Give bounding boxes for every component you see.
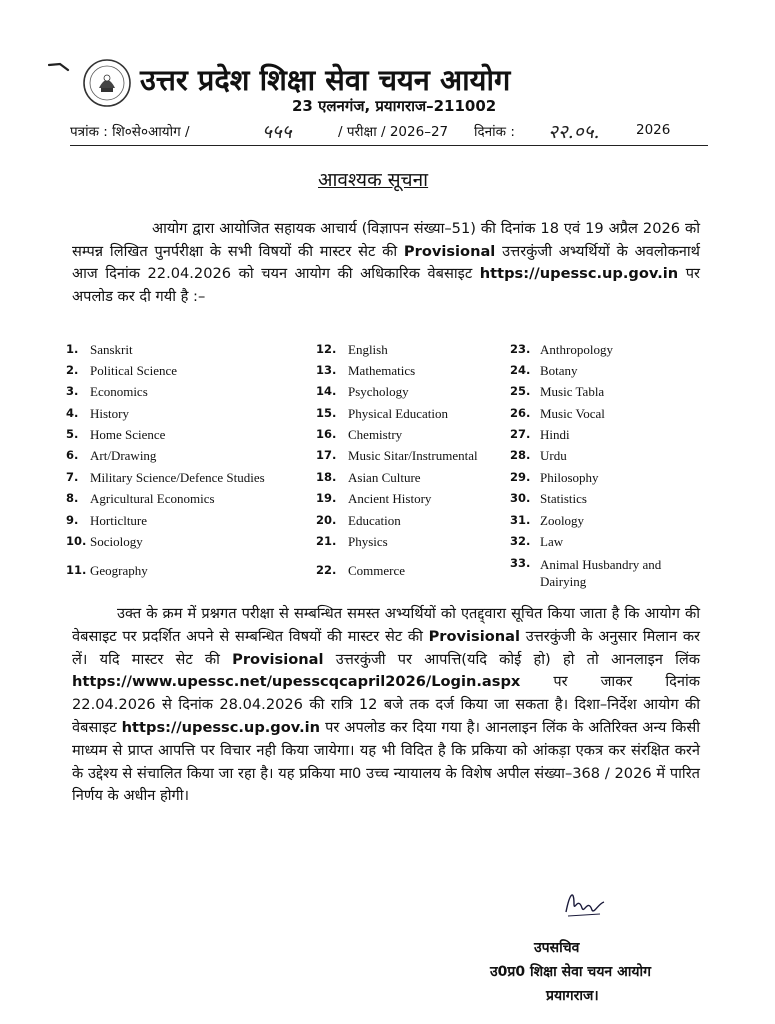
- date-label: दिनांक :: [474, 124, 515, 140]
- subject-name: Psychology: [348, 384, 409, 399]
- ref-number-handwritten: ५५५: [262, 121, 292, 143]
- subject-name: Zoology: [540, 513, 585, 528]
- subject-number: 3.: [66, 384, 79, 398]
- subject-number: 21.: [316, 534, 337, 548]
- subject-number: 23.: [510, 342, 531, 356]
- subject-number: 30.: [510, 491, 531, 505]
- subject-number: 29.: [510, 470, 531, 484]
- subject-number: 32.: [510, 534, 531, 548]
- subject-number: 11.: [66, 563, 87, 577]
- signature-icon: [560, 882, 608, 922]
- subject-name: Music Vocal: [540, 406, 605, 421]
- signoff-organisation: उ0प्र0 शिक्षा सेवा चयन आयोग: [490, 964, 652, 980]
- subject-name: Sanskrit: [90, 342, 133, 357]
- subject-number: 18.: [316, 470, 337, 484]
- subject-name: History: [90, 406, 129, 421]
- subject-name: Art/Drawing: [90, 448, 157, 463]
- subject-number: 31.: [510, 513, 531, 527]
- subject-name: Urdu: [540, 448, 567, 463]
- instr-text-a: उक्त के क्रम में प्रश्नगत परीक्षा से सम्बन्धित समस्त अभ्यर्थियों को एतद्द्वारा सूचित किया जाता है कि आयोग की वेबसाइट पर प्रदर्शित अपने से सम्बन्धित विषयों की मास्टर सेट की: [72, 605, 700, 645]
- subject-name: Ancient History: [348, 491, 432, 506]
- subject-number: 8.: [66, 491, 79, 505]
- subject-number: 20.: [316, 513, 337, 527]
- subject-number: 16.: [316, 427, 337, 441]
- instructions-paragraph: [72, 603, 700, 808]
- date-year: 2026: [636, 122, 671, 138]
- subject-number: 22.: [316, 563, 337, 577]
- subject-number: 25.: [510, 384, 531, 398]
- date-handwritten: २२.०५.: [548, 121, 600, 143]
- subject-name: Philosophy: [540, 470, 599, 485]
- subject-name: Geography: [90, 563, 148, 578]
- intro-text-c: पर अपलोड कर दी गयी है :–: [72, 265, 700, 305]
- signoff-designation: उपसचिव: [534, 940, 580, 956]
- intro-website: https://upessc.up.gov.in: [479, 265, 679, 283]
- ref-label: पत्रांक : शि०से०आयोग /: [70, 124, 190, 140]
- subject-name: English: [348, 342, 388, 357]
- subject-name: Commerce: [348, 563, 406, 578]
- intro-provisional: Provisional: [403, 242, 496, 260]
- instr-text-c: उत्तरकुंजी पर आपत्ति(यदि कोई हो) हो तो आनलाइन लिंक: [323, 650, 700, 668]
- subject-number: 15.: [316, 406, 337, 420]
- subject-number: 14.: [316, 384, 337, 398]
- subject-name: Military Science/Defence Studies: [90, 470, 265, 485]
- commission-title: उत्तर प्रदेश शिक्षा सेवा चयन आयोग: [140, 63, 511, 97]
- subject-name: Sociology: [90, 534, 143, 549]
- subject-number: 28.: [510, 448, 531, 462]
- subject-name: Agricultural Economics: [90, 491, 215, 506]
- subject-number: 10.: [66, 534, 87, 548]
- instr-provisional-1: Provisional: [428, 627, 520, 645]
- signoff-place: प्रयागराज।: [546, 988, 599, 1004]
- subject-number: 4.: [66, 406, 79, 420]
- notice-heading: आवश्यक सूचना: [318, 169, 429, 191]
- subject-name: Animal Husbandry and Dairying: [540, 557, 662, 589]
- subject-number: 17.: [316, 448, 337, 462]
- subject-number: 24.: [510, 363, 531, 377]
- subject-name: Horticlture: [90, 513, 148, 528]
- subject-number: 9.: [66, 513, 79, 527]
- intro-text-b: उत्तरकुंजी अभ्यर्थियों के अवलोकनार्थ आज दिनांक 22.04.2026 को चयन आयोग की अधिकारिक वेबसाइट: [72, 242, 700, 283]
- objection-link: https://www.upessc.net/upesscqcapril2026/Login.aspx: [72, 673, 521, 691]
- subject-number: 7.: [66, 470, 79, 484]
- instr-text-b: उत्तरकुंजी के अनुसार मिलान कर लें। यदि मास्टर सेट की: [72, 627, 700, 668]
- subject-name: Music Sitar/Instrumental: [348, 448, 478, 463]
- subject-name: Education: [348, 513, 401, 528]
- subject-name: Mathematics: [348, 363, 416, 378]
- subject-name: Law: [540, 534, 564, 549]
- commission-address: 23 एलनगंज, प्रयागराज–211002: [292, 97, 497, 115]
- subject-name: Political Science: [90, 363, 178, 378]
- intro-text-a: आयोग द्वारा आयोजित सहायक आचार्य (विज्ञापन संख्या–51) की दिनांक 18 एवं 19 अप्रैल 2026 को सम्पन्न लिखित पुनर्परीक्षा के सभी विषयों की मास्टर सेट की: [72, 220, 700, 260]
- subject-number: 13.: [316, 363, 337, 377]
- subject-name: Economics: [90, 384, 148, 399]
- subject-number: 5.: [66, 427, 79, 441]
- subject-name: Statistics: [540, 491, 587, 506]
- subject-name: Music Tabla: [540, 384, 605, 399]
- subject-number: 33.: [510, 556, 531, 570]
- ref-suffix: / परीक्षा / 2026–27: [338, 124, 449, 140]
- instr-text-e: पर अपलोड कर दिया गया है। आनलाइन लिंक के अतिरिक्त अन्य किसी माध्यम से प्राप्त आपत्ति पर विचार नही किया जायेगा। यह भी विदित है कि प्रकिया को आंकड़ा एकत्र कर संरक्षित करने के उद्देश्य से संचालित किया जा रहा है। यह प्रकिया मा0 उच्च न्यायालय के विशेष अपील संख्या–368 / 2026 में पारित निर्णय के अधीन होगी।: [72, 718, 700, 805]
- instr-website: https://upessc.up.gov.in: [121, 718, 321, 736]
- subject-number: 12.: [316, 342, 337, 356]
- subject-name: Home Science: [90, 427, 166, 442]
- subject-name: Chemistry: [348, 427, 403, 442]
- subject-name: Asian Culture: [348, 470, 421, 485]
- subject-name: Botany: [540, 363, 578, 378]
- subject-name: Physics: [348, 534, 388, 549]
- subject-number: 2.: [66, 363, 79, 377]
- subject-number: 1.: [66, 342, 79, 356]
- subject-number: 26.: [510, 406, 531, 420]
- subject-name: Hindi: [540, 427, 570, 442]
- subject-name: Anthropology: [540, 342, 613, 357]
- subject-number: 6.: [66, 448, 79, 462]
- subject-number: 27.: [510, 427, 531, 441]
- instr-text-d: पर जाकर दिनांक 22.04.2026 से दिनांक 28.04.2026 की रात्रि 12 बजे तक दर्ज किया जा सकता है। दिशा–निर्देश आयोग की वेबसाइट: [72, 673, 700, 736]
- subject-name: Physical Education: [348, 406, 449, 421]
- subject-number: 19.: [316, 491, 337, 505]
- instr-provisional-2: Provisional: [232, 650, 324, 668]
